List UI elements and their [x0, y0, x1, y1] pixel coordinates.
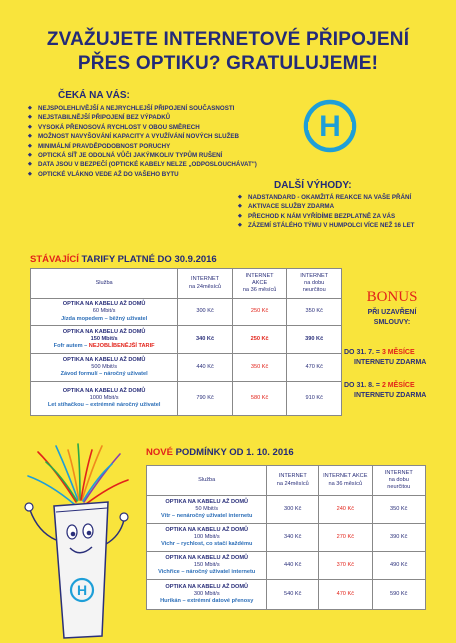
col-indefinite: INTERNET na dobu neurčitou — [372, 466, 425, 496]
table-row: OPTIKA NA KABELU AŽ DOMŮ 300 Mbit/s Hurikán – extrémní datové přenosy 540 Kč 470 Kč 590 Kč — [147, 580, 426, 610]
list-item: ◆ NEJSTABILNĚJŠÍ PŘIPOJENÍ BEZ VÝPADKŮ — [28, 113, 257, 122]
table-row: OPTIKA NA KABELU AŽ DOMŮ 500 Mbit/s Závod formulí – náročný uživatel 440 Kč 350 Kč 470 Kč — [31, 354, 342, 382]
bonus-offer-2: DO 31. 8. = 2 MĚSÍCE INTERNETU ZDARMA — [344, 382, 427, 399]
table-header-row — [147, 466, 426, 496]
list-item: ◆ VYSOKÁ PŘENOSOVÁ RYCHLOST V OBOU SMĚRECH — [28, 123, 257, 132]
current-tariffs-table — [30, 268, 342, 416]
col-service: Služba — [147, 466, 267, 496]
cable-mascot-illustration — [16, 440, 134, 640]
list-item: ◆ OPTICKÁ SÍŤ JE ODOLNÁ VŮČI JAKÝMKOLIV TYPŮM RUŠENÍ — [28, 151, 257, 160]
col-24m: INTERNET na 24měsíců — [267, 466, 319, 496]
new-conditions-table — [146, 465, 426, 610]
company-logo — [302, 98, 358, 154]
list-item: ◆ OPTICKÉ VLÁKNO VEDE AŽ DO VAŠEHO BYTU — [28, 170, 257, 179]
bonus-subtitle: PŘI UZAVŘENÍ SMLOUVY: — [367, 309, 417, 326]
table-row: OPTIKA NA KABELU AŽ DOMŮ 50 Mbit/s Vítr – nenáročný uživatel internetu 300 Kč 240 Kč 350 Kč — [147, 496, 426, 524]
table-row: OPTIKA NA KABELU AŽ DOMŮ 150 Mbit/s Vichřice – náročný uživatel internetu 440 Kč 370 Kč 490 Kč — [147, 552, 426, 580]
benefits-heading: ČEKÁ NA VÁS: — [58, 90, 130, 101]
title-line-1: ZVAŽUJETE INTERNETOVÉ PŘIPOJENÍ — [46, 29, 410, 50]
col-indefinite: INTERNET na dobu neurčitou — [287, 269, 342, 299]
bonus-title: BONUS — [366, 289, 418, 305]
list-item: ◆ ZÁZEMÍ STÁLÉHO TÝMU V HUMPOLCI VÍCE NEŽ 16 LET — [238, 221, 414, 230]
col-36m: INTERNET AKCE na 36 měsíců — [319, 466, 372, 496]
list-item: ◆ DATA JSOU V BEZPEČÍ (OPTICKÉ KABELY NELZE „ODPOSLOUCHÁVAT") — [28, 160, 257, 169]
current-tariffs-title: STÁVAJÍCÍ TARIFY PLATNÉ DO 30.9.2016 — [30, 254, 217, 265]
col-36m: INTERNET AKCE na 36 měsíců — [232, 269, 287, 299]
new-conditions-title: NOVÉ PODMÍNKY OD 1. 10. 2016 — [146, 447, 294, 458]
list-item: ◆ AKTIVACE SLUŽBY ZDARMA — [238, 202, 414, 211]
title-line-2: PŘES OPTIKU? GRATULUJEME! — [77, 53, 379, 74]
col-24m: INTERNET na 24měsíců — [178, 269, 233, 299]
list-item: ◆ NADSTANDARD - OKAMŽITÁ REAKCE NA VAŠE PŘÁNÍ — [238, 193, 414, 202]
table-row: OPTIKA NA KABELU AŽ DOMŮ 150 Mbit/s Fofr autem – NEJOBLÍBENĚJŠÍ TARIF 340 Kč 250 Kč 390 Kč — [31, 326, 342, 354]
mascot-logo-letter: H — [76, 582, 88, 598]
more-benefits-heading: DALŠÍ VÝHODY: — [274, 180, 352, 191]
logo-letter: H — [319, 110, 341, 143]
list-item: ◆ PŘECHOD K NÁM VYŘÍDÍME BEZPLATNĚ ZA VÁS — [238, 212, 414, 221]
table-header-row — [31, 269, 342, 299]
list-item: ◆ MINIMÁLNÍ PRAVDĚPODOBNOST PORUCHY — [28, 142, 257, 151]
table-row: OPTIKA NA KABELU AŽ DOMŮ 1000 Mbit/s Let stíhačkou – extrémně náročný uživatel 790 Kč 580 Kč 910 Kč — [31, 382, 342, 416]
list-item: ◆ NEJSPOLEHLIVĚJŠÍ A NEJRYCHLEJŠÍ PŘIPOJENÍ SOUČASNOSTI — [28, 104, 257, 113]
table-row: OPTIKA NA KABELU AŽ DOMŮ 60 Mbit/s Jízda mopedem – běžný uživatel 300 Kč 250 Kč 350 Kč — [31, 299, 342, 326]
list-item: ◆ MOŽNOST NAVYŠOVÁNÍ KAPACITY A VYUŽÍVÁNÍ NOVÝCH SLUŽEB — [28, 132, 257, 141]
page-title — [0, 28, 456, 76]
benefits-list — [28, 104, 257, 179]
more-benefits-list — [238, 193, 414, 231]
bonus-offer-1: DO 31. 7. = 3 MĚSÍCE INTERNETU ZDARMA — [344, 349, 427, 366]
col-service: Služba — [31, 269, 178, 299]
table-row: OPTIKA NA KABELU AŽ DOMŮ 100 Mbit/s Vichr – rychlost, co stačí každému 340 Kč 270 Kč 390 Kč — [147, 524, 426, 552]
